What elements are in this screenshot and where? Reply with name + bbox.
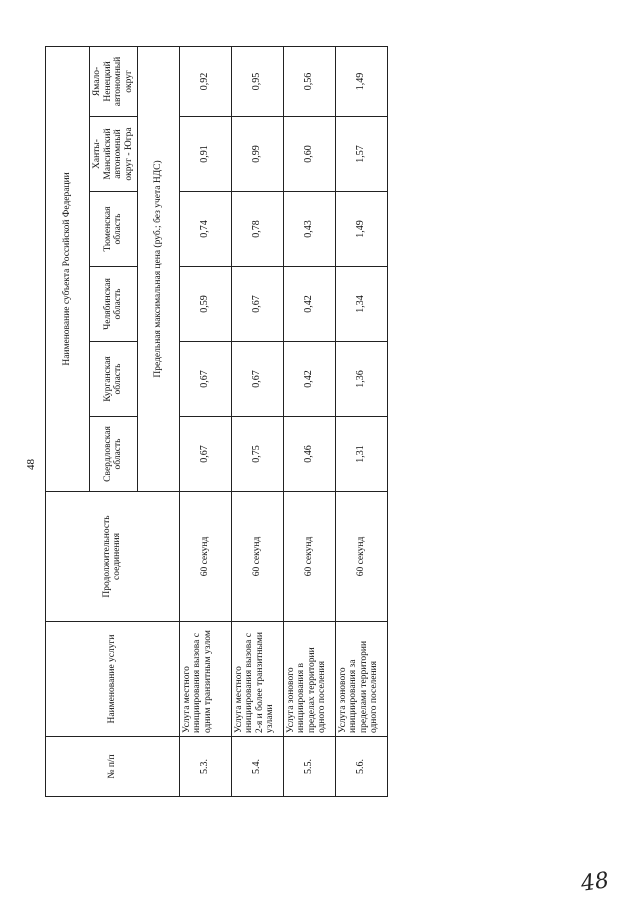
price-cell: 0,42 bbox=[283, 267, 335, 342]
duration-cell: 60 секунд bbox=[179, 492, 231, 622]
price-cell: 0,67 bbox=[179, 342, 231, 417]
page-number: 48 bbox=[25, 459, 37, 470]
header-duration: Продолжительность соединения bbox=[46, 492, 180, 622]
duration-cell: 60 секунд bbox=[283, 492, 335, 622]
row-number: 5.6. bbox=[335, 737, 387, 797]
row-number: 5.4. bbox=[231, 737, 283, 797]
price-cell: 0,74 bbox=[179, 192, 231, 267]
price-cell: 0,56 bbox=[283, 46, 335, 116]
price-cell: 0,95 bbox=[231, 46, 283, 116]
duration-cell: 60 секунд bbox=[231, 492, 283, 622]
price-cell: 0,92 bbox=[179, 46, 231, 116]
tariff-table bbox=[45, 46, 388, 797]
service-name: Услуга зонового инициирования за пределами территории одного поселения bbox=[335, 622, 387, 737]
price-cell: 0,43 bbox=[283, 192, 335, 267]
price-cell: 0,67 bbox=[231, 342, 283, 417]
header-region: Свердловская область bbox=[90, 417, 138, 492]
duration-cell: 60 секунд bbox=[335, 492, 387, 622]
header-num: № п/п bbox=[46, 737, 180, 797]
header-subject-group: Наименование субъекта Российской Федерации bbox=[46, 46, 90, 491]
price-cell: 1,36 bbox=[335, 342, 387, 417]
price-cell: 1,57 bbox=[335, 117, 387, 192]
header-region: Ханты-Мансийский автономный округ - Югра bbox=[90, 117, 138, 192]
price-cell: 0,67 bbox=[231, 267, 283, 342]
table-row bbox=[231, 46, 283, 796]
header-region: Курганская область bbox=[90, 342, 138, 417]
header-price-note: Предельная максимальная цена (руб.; без учета НДС) bbox=[137, 46, 179, 491]
handwritten-page-number: 48 bbox=[579, 868, 611, 897]
price-cell: 0,60 bbox=[283, 117, 335, 192]
price-cell: 0,91 bbox=[179, 117, 231, 192]
price-cell: 0,75 bbox=[231, 417, 283, 492]
row-number: 5.3. bbox=[179, 737, 231, 797]
header-region: Ямало-Ненецкий автономный округ bbox=[90, 46, 138, 116]
table-row bbox=[335, 46, 387, 796]
price-cell: 1,49 bbox=[335, 192, 387, 267]
price-cell: 0,78 bbox=[231, 192, 283, 267]
service-name: Услуга местного инициирования вызова с одним транзитным узлом bbox=[179, 622, 231, 737]
header-region: Челябинская область bbox=[90, 267, 138, 342]
price-cell: 1,34 bbox=[335, 267, 387, 342]
price-cell: 0,46 bbox=[283, 417, 335, 492]
table-row bbox=[283, 46, 335, 796]
service-name: Услуга местного инициирования вызова с 2-я и более транзитными узлами bbox=[231, 622, 283, 737]
price-cell: 1,49 bbox=[335, 46, 387, 116]
tariff-table-container bbox=[45, 47, 385, 797]
price-cell: 1,31 bbox=[335, 417, 387, 492]
header-region: Тюменская область bbox=[90, 192, 138, 267]
price-cell: 0,99 bbox=[231, 117, 283, 192]
price-cell: 0,42 bbox=[283, 342, 335, 417]
price-cell: 0,59 bbox=[179, 267, 231, 342]
service-name: Услуга зонового инициирования в пределах территории одного поселения bbox=[283, 622, 335, 737]
row-number: 5.5. bbox=[283, 737, 335, 797]
header-service: Наименование услуги bbox=[46, 622, 180, 737]
price-cell: 0,67 bbox=[179, 417, 231, 492]
table-row bbox=[179, 46, 231, 796]
